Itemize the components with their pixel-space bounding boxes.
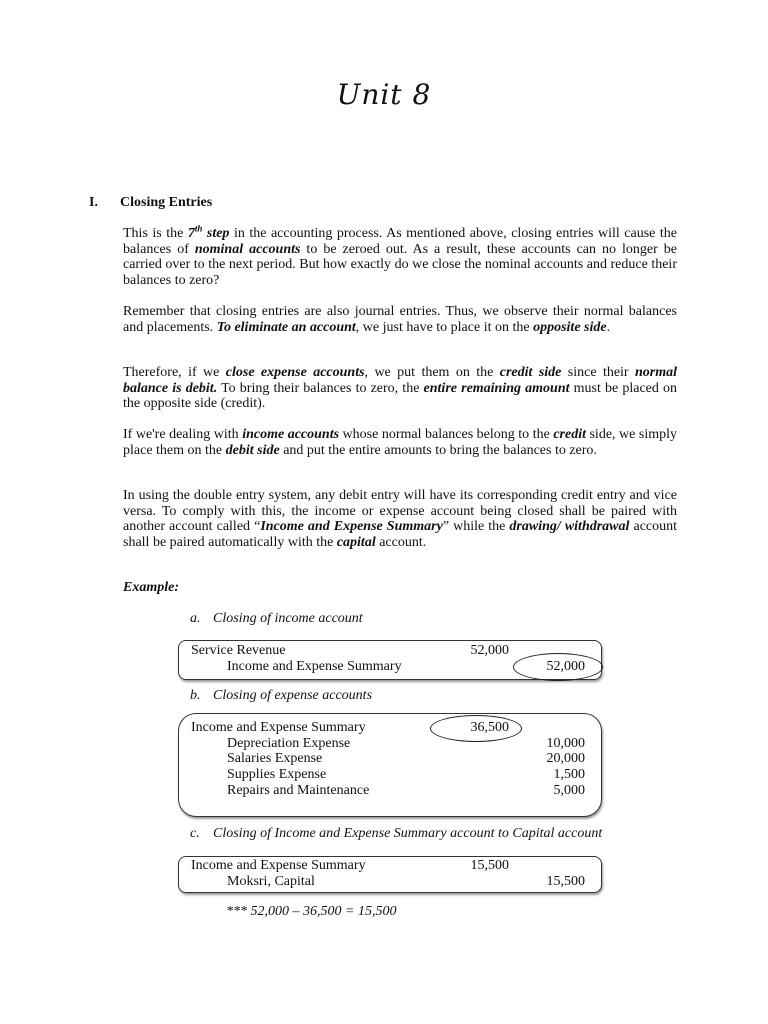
emphasis-text: credit <box>553 427 586 442</box>
entry-row: Income and Expense Summary 52,000 <box>227 659 585 674</box>
entry-row: Moksri, Capital 15,500 <box>227 874 585 889</box>
emphasis-text: credit side <box>499 365 562 380</box>
text-segment: ” while the <box>442 519 510 535</box>
paragraph <box>123 427 677 458</box>
emphasis-text: opposite side <box>533 319 607 335</box>
section-number: I. <box>89 195 98 210</box>
journal-entry-box <box>178 713 602 817</box>
text-segment: This is the <box>123 226 188 241</box>
emphasis-text: step <box>202 226 230 241</box>
calculation-note: *** 52,000 – 36,500 = 15,500 <box>226 904 397 919</box>
paragraph <box>123 223 677 288</box>
example-label: Example: <box>123 580 179 595</box>
emphasis-text: normal balance is debit. <box>123 365 678 396</box>
highlight-oval <box>430 715 522 742</box>
emphasis-text: drawing/ withdrawal <box>509 519 630 535</box>
text-segment: in the accounting process. As mentioned above, closing entries will cause the balances of <box>123 226 677 257</box>
text-segment: account shall be paired automatically with the <box>123 519 678 550</box>
text-segment: whose normal balances belong to the <box>339 427 554 442</box>
journal-entry-box <box>178 640 602 680</box>
entry-row: Supplies Expense 1,500 <box>227 767 585 782</box>
text-segment: th <box>194 223 203 234</box>
example-caption: c. Closing of Income and Expense Summary account to Capital account <box>190 826 603 841</box>
text-segment: , we put them on the <box>364 365 500 380</box>
text-segment: In using the double entry system, any debit entry will have its corresponding credit entry and vice versa. To comply with this, the income or expense account being closed shall be paired with another account called “ <box>123 488 677 535</box>
text-segment: . <box>606 319 611 335</box>
emphasis-text: To eliminate an account <box>216 319 356 335</box>
text-segment: side, we simply place them on the <box>123 427 677 458</box>
highlight-oval <box>513 653 603 681</box>
emphasis-text: 7 <box>187 226 195 241</box>
paragraph <box>123 304 677 335</box>
emphasis-text: close expense accounts <box>225 365 365 380</box>
emphasis-text: nominal accounts <box>194 241 301 257</box>
emphasis-text: income accounts <box>242 427 340 442</box>
paragraph <box>123 365 677 412</box>
entry-row: Depreciation Expense 10,000 <box>227 736 585 751</box>
entry-row: Income and Expense Summary 36,500 <box>191 720 509 735</box>
text-segment: must be placed on the opposite side (credit). <box>123 380 678 412</box>
text-segment: since their <box>561 365 635 380</box>
section-heading <box>89 195 212 211</box>
entry-row: Salaries Expense 20,000 <box>227 751 585 766</box>
paragraph <box>123 488 677 550</box>
text-segment: Therefore, if we <box>123 365 226 380</box>
example-caption: a. Closing of income account <box>190 611 363 626</box>
text-segment: to be zeroed out. As a result, these accounts can no longer be carried over to the next period. But how exactly do we close the nominal accounts and reduce their balances to zero? <box>123 241 677 288</box>
text-segment: account. <box>375 534 427 550</box>
entry-row: Service Revenue 52,000 <box>191 643 509 658</box>
journal-entry-box <box>178 856 602 893</box>
text-segment: If we're dealing with <box>123 427 243 442</box>
emphasis-text: capital <box>336 534 376 550</box>
text-segment: , we just have to place it on the <box>355 319 534 335</box>
example-caption: b. Closing of expense accounts <box>190 688 373 703</box>
emphasis-text: entire remaining amount <box>423 380 570 396</box>
unit-title: Unit 8 <box>336 78 432 111</box>
text-segment: and put the entire amounts to bring the balances to zero. <box>279 442 597 458</box>
entry-row: Repairs and Maintenance 5,000 <box>227 783 585 798</box>
emphasis-text: debit side <box>225 442 280 458</box>
entry-row: Income and Expense Summary 15,500 <box>191 858 509 873</box>
text-segment: Remember that closing entries are also journal entries. Thus, we observe their normal balances and placements. <box>123 304 677 335</box>
section-title: Closing Entries <box>120 195 213 210</box>
text-segment: To bring their balances to zero, the <box>217 380 424 396</box>
emphasis-text: Income and Expense Summary <box>260 519 443 535</box>
